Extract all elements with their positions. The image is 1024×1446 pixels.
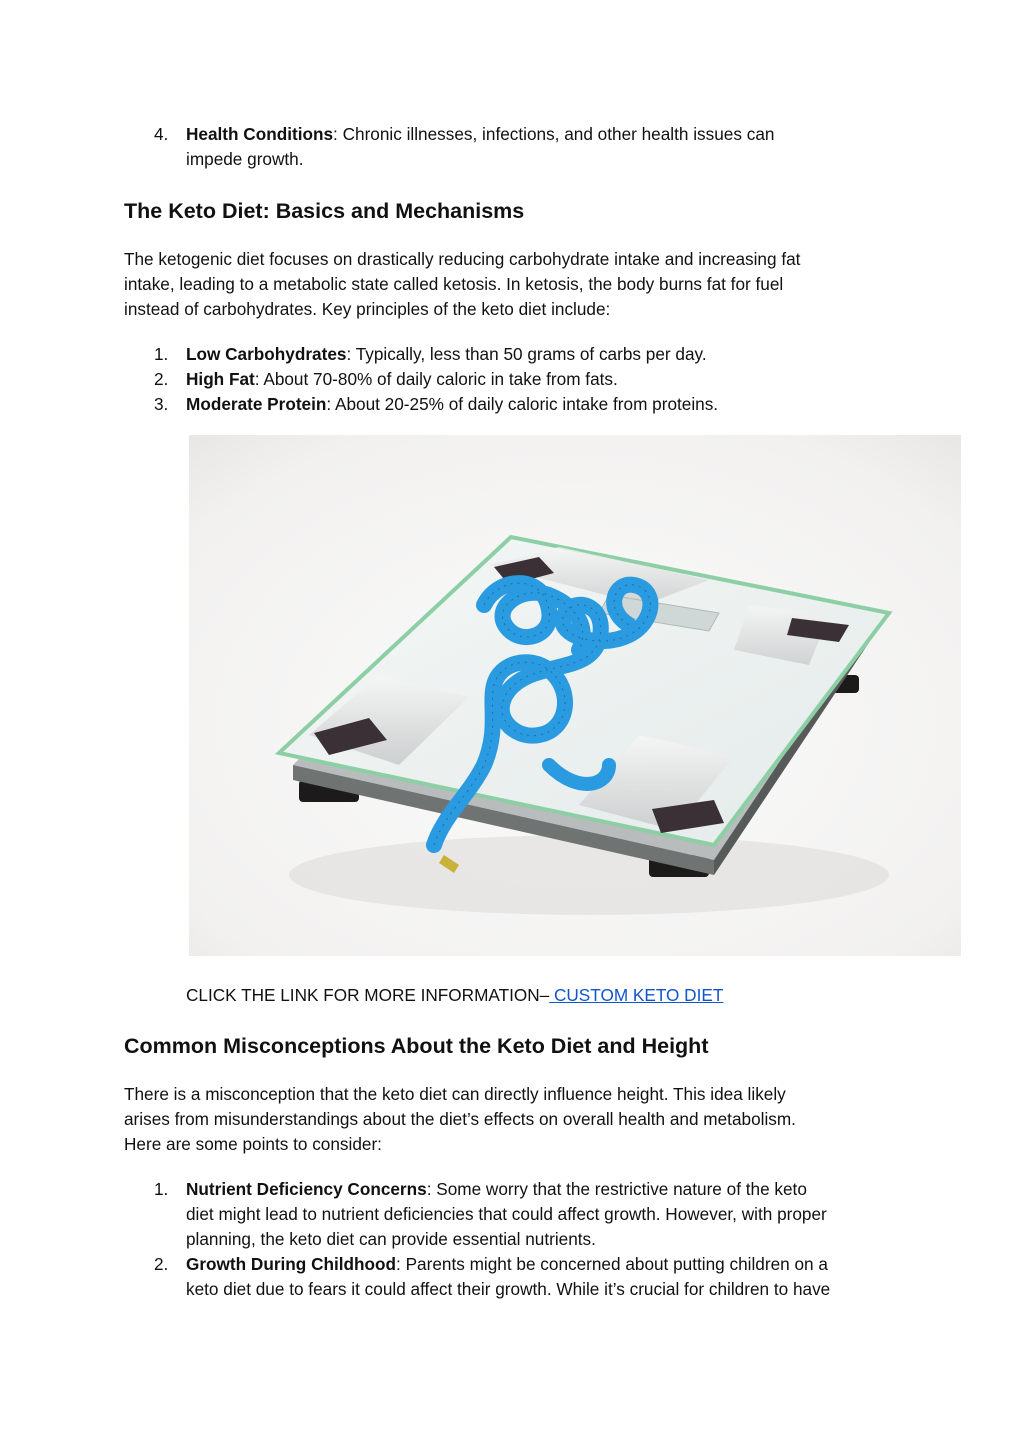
list-item xyxy=(124,122,914,172)
list-text-continued: impede growth. xyxy=(186,149,304,169)
paragraph-line: arises from misunderstandings about the diet’s effects on overall health and metabolism. xyxy=(124,1109,796,1129)
list-item xyxy=(124,342,914,367)
list-term: Low Carbohydrates xyxy=(186,344,347,364)
section-paragraph xyxy=(124,1082,924,1157)
cta-line xyxy=(186,983,723,1008)
list-term: Nutrient Deficiency Concerns xyxy=(186,1179,427,1199)
list-number: 1. xyxy=(154,344,169,364)
list-term: Health Conditions xyxy=(186,124,334,144)
paragraph-line: instead of carbohydrates. Key principles of the keto diet include: xyxy=(124,299,611,319)
list-term: Growth During Childhood xyxy=(186,1254,397,1274)
list-term: Moderate Protein xyxy=(186,394,327,414)
list-item xyxy=(124,1252,914,1302)
list-text: : Chronic illnesses, infections, and other health issues can xyxy=(333,124,775,144)
scale-with-tape-measure-photo xyxy=(189,435,961,956)
list-term: High Fat xyxy=(186,369,255,389)
list-text: : About 20-25% of daily caloric intake from proteins. xyxy=(326,394,719,414)
list-number: 2. xyxy=(154,369,169,389)
list-number: 4. xyxy=(154,124,169,144)
section-heading: The Keto Diet: Basics and Mechanisms xyxy=(124,199,525,223)
list-number: 2. xyxy=(154,1254,169,1274)
health-factors-list xyxy=(124,122,914,172)
list-text-continued: planning, the keto diet can provide essential nutrients. xyxy=(186,1229,596,1249)
list-text: : Typically, less than 50 grams of carbs per day. xyxy=(346,344,707,364)
list-number: 1. xyxy=(154,1179,169,1199)
paragraph-line: There is a misconception that the keto diet can directly influence height. This idea likely xyxy=(124,1084,786,1104)
misconceptions-list xyxy=(124,1177,914,1302)
paragraph-line: The ketogenic diet focuses on drastically reducing carbohydrate intake and increasing fat xyxy=(124,249,801,269)
paragraph-line: intake, leading to a metabolic state called ketosis. In ketosis, the body burns fat for fuel xyxy=(124,274,784,294)
paragraph-line: Here are some points to consider: xyxy=(124,1134,382,1154)
section-heading: Common Misconceptions About the Keto Diet and Height xyxy=(124,1034,709,1058)
custom-keto-diet-link[interactable]: CUSTOM KETO DIET xyxy=(549,985,724,1005)
keto-principles-list xyxy=(124,342,914,417)
list-text: : Parents might be concerned about putting children on a xyxy=(396,1254,828,1274)
list-number: 3. xyxy=(154,394,169,414)
list-text-continued: keto diet due to fears it could affect their growth. While it’s crucial for children to have xyxy=(186,1279,831,1299)
list-text-continued: diet might lead to nutrient deficiencies that could affect growth. However, with proper xyxy=(186,1204,827,1224)
cta-prefix: CLICK THE LINK FOR MORE INFORMATION– xyxy=(186,985,550,1005)
list-text: : About 70-80% of daily caloric in take from fats. xyxy=(254,369,618,389)
list-item xyxy=(124,392,914,417)
section-paragraph xyxy=(124,247,924,322)
list-item xyxy=(124,367,914,392)
list-item xyxy=(124,1177,914,1252)
list-text: : Some worry that the restrictive nature of the keto xyxy=(426,1179,807,1199)
